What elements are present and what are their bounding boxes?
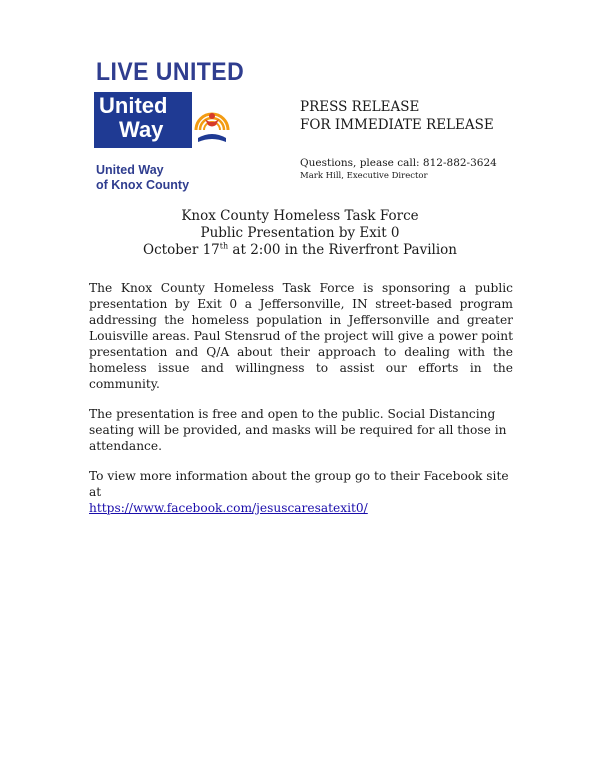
logo-united: United (99, 93, 168, 118)
press-header (300, 98, 494, 134)
title-line3 (0, 242, 600, 259)
org-name-line2: of Knox County (96, 178, 190, 192)
logo-way: Way (119, 117, 164, 142)
release-body (89, 280, 513, 530)
contact-name: Mark Hill, Executive Director (300, 171, 428, 181)
live-united-logo: LIVE UNITED (96, 58, 245, 86)
title-line1: Knox County Homeless Task Force (181, 208, 419, 224)
paragraph-1: The Knox County Homeless Task Force is sponsoring a public presentation by Exit 0 a Jeffersonville, IN street-based program addressing the homeless population in Jeffersonville and greater Louisville areas. Paul Stensrud of the project will give a power point presentation and Q/A about their approach to dealing with the homeless issue and willingness to assist our efforts in the community. (89, 281, 513, 391)
paragraph-2: The presentation is free and open to the public. Social Distancing seating will be provided, and masks will be required for all those in attendance. (89, 407, 507, 453)
title-time-place: at 2:00 in the Riverfront Pavilion (228, 242, 457, 258)
united-way-emblem-icon (192, 92, 232, 148)
facebook-link[interactable]: https://www.facebook.com/jesuscaresatexit0/ (89, 501, 368, 515)
title-date-suffix: th (219, 241, 229, 251)
press-release-label: PRESS RELEASE (300, 99, 420, 115)
immediate-release-label: FOR IMMEDIATE RELEASE (300, 117, 494, 133)
title-date: October 17 (143, 242, 220, 258)
united-way-logo (94, 92, 232, 148)
paragraph-3-text: To view more information about the group go to their Facebook site at (89, 469, 509, 499)
paragraph-3 (89, 468, 513, 516)
title-line2: Public Presentation by Exit 0 (200, 225, 400, 241)
contact-info (300, 157, 497, 183)
event-titles (0, 208, 600, 259)
questions-phone: Questions, please call: 812-882-3624 (300, 157, 497, 169)
org-name (96, 163, 189, 193)
org-name-line1: United Way (96, 163, 164, 177)
